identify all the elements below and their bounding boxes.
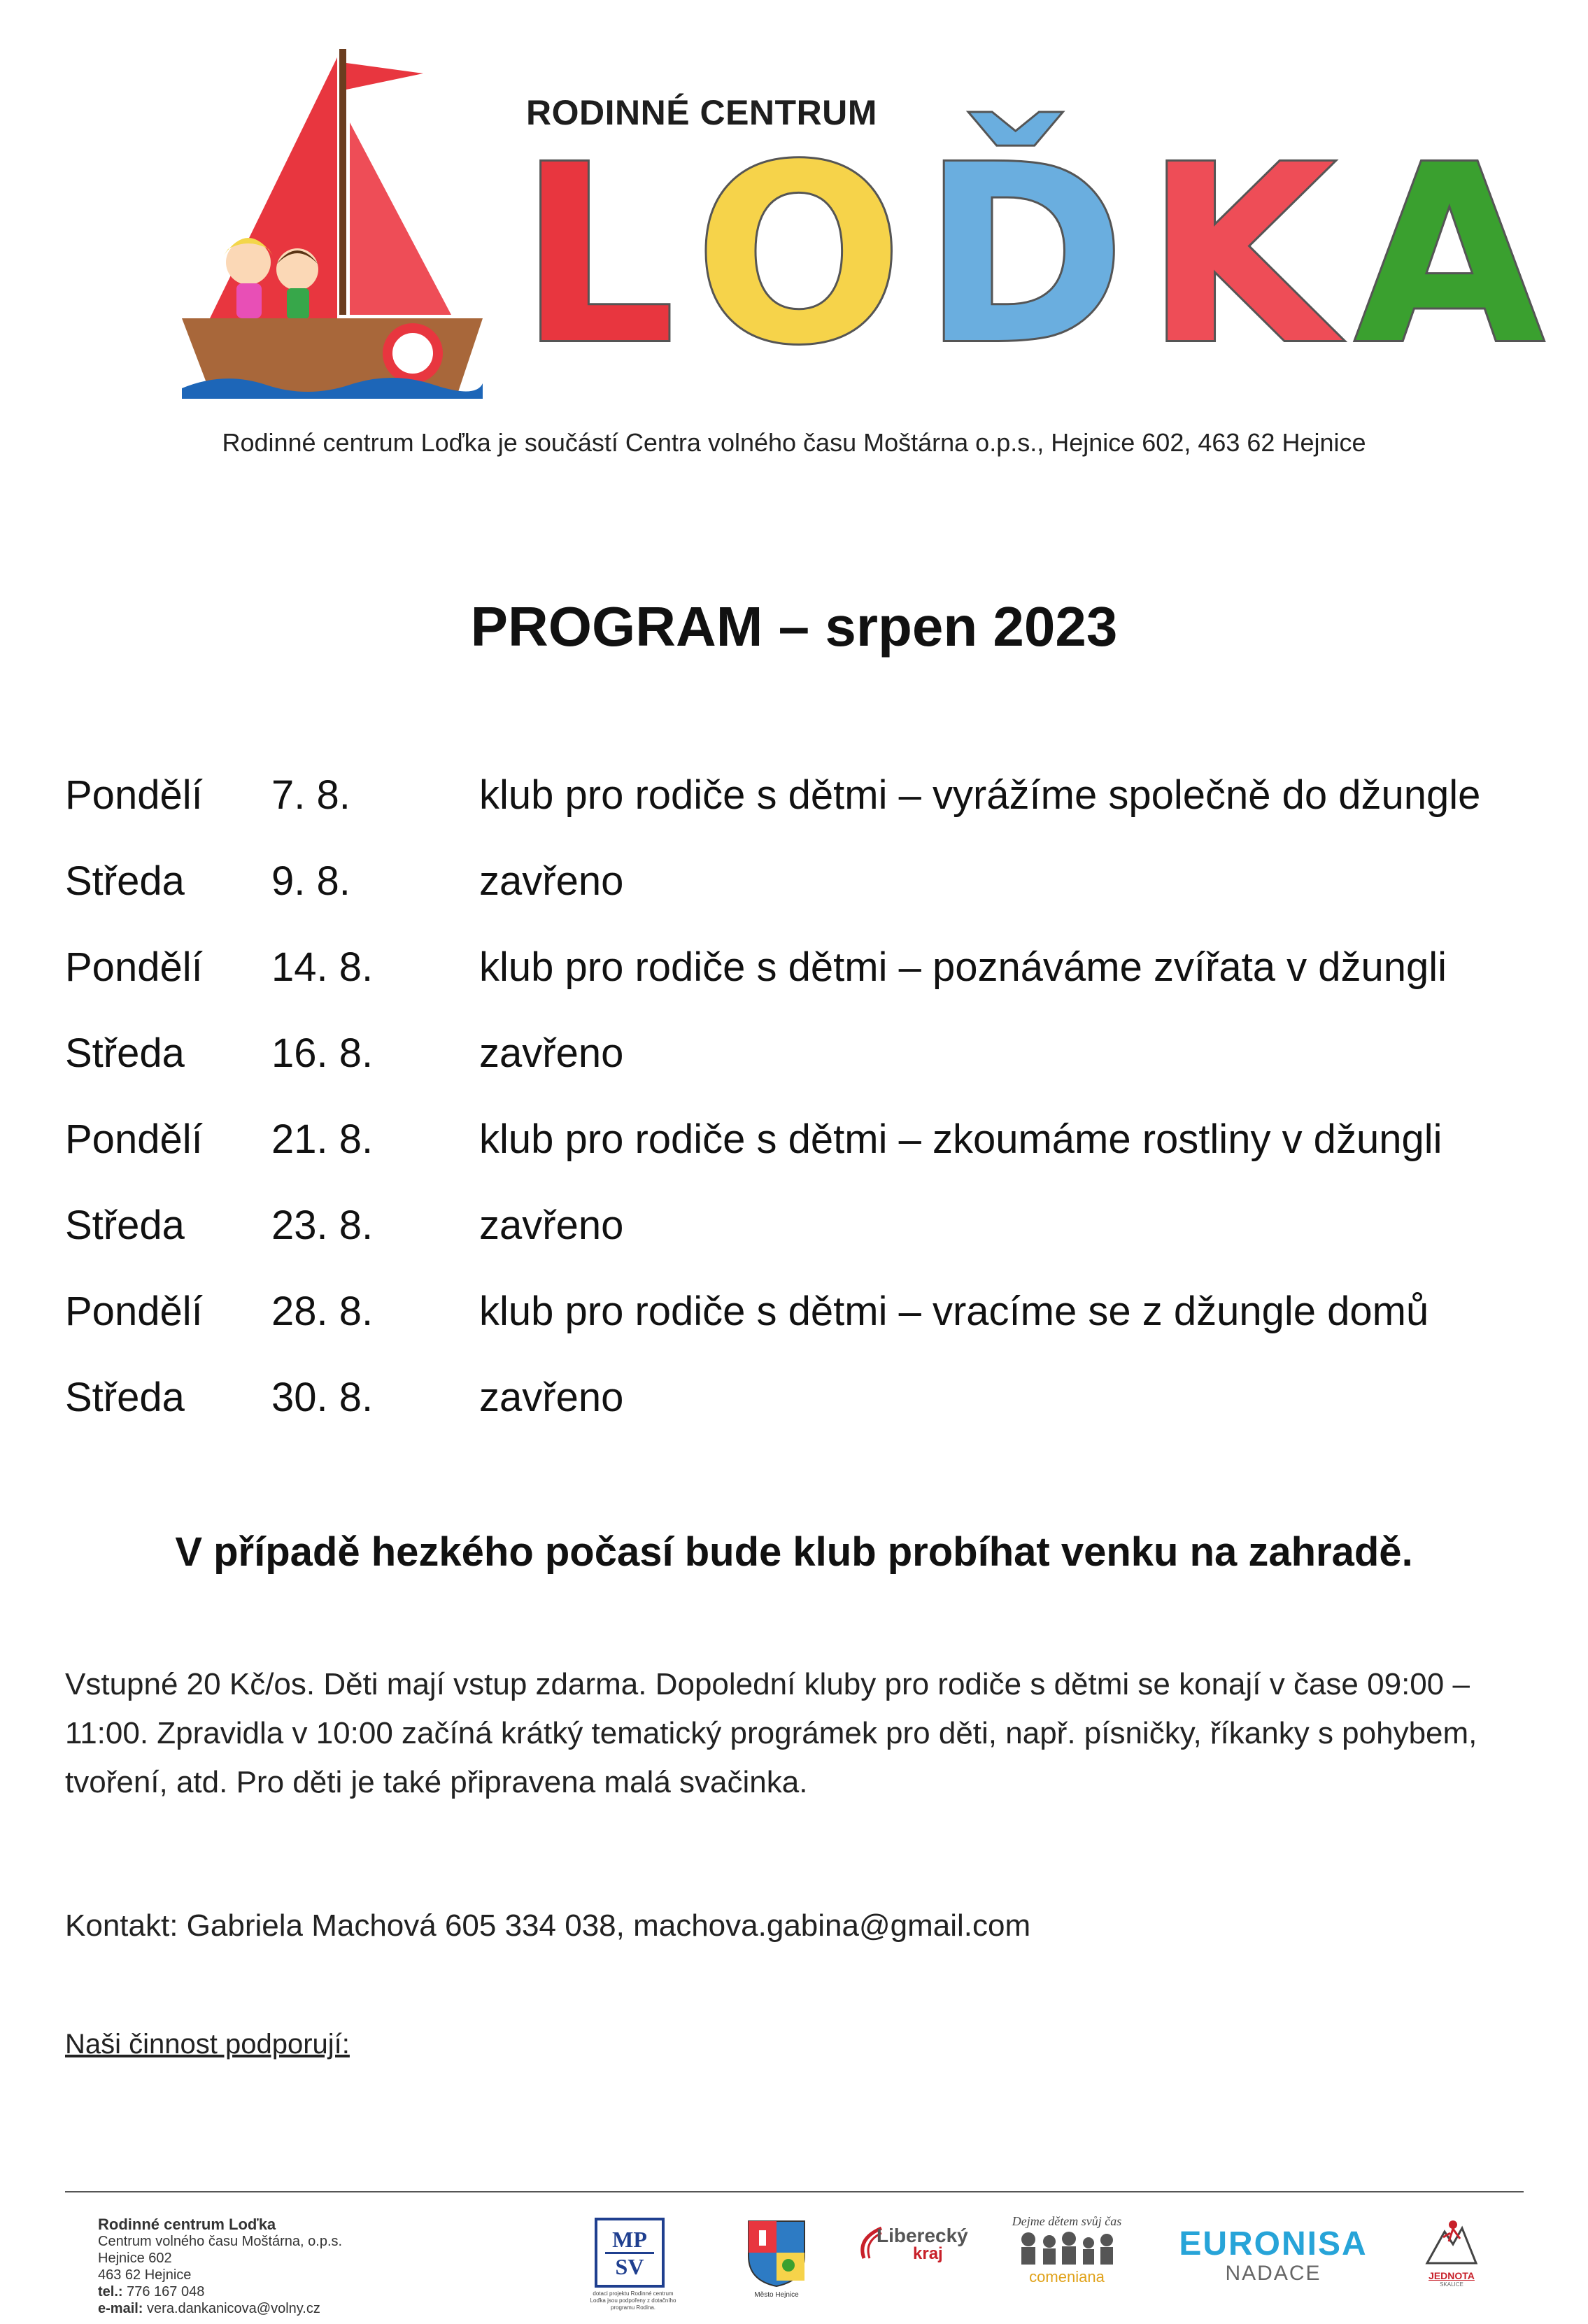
schedule-row xyxy=(65,1182,1562,1268)
schedule-date: 7. 8. xyxy=(271,772,350,818)
footer-org-name: Rodinné centrum Loďka xyxy=(98,2216,276,2233)
schedule-row xyxy=(65,838,1562,924)
hejnice-coat-of-arms xyxy=(738,2218,815,2299)
euronisa-name: EURONISA xyxy=(1179,2225,1368,2262)
brand-wordmark xyxy=(519,113,1564,398)
liberecky-line1: Liberecký xyxy=(877,2225,968,2246)
mountain-figure-icon xyxy=(1424,2218,1480,2267)
euronisa-logo xyxy=(1179,2227,1368,2286)
euronisa-sub: NADACE xyxy=(1225,2262,1321,2285)
schedule-date: 9. 8. xyxy=(271,858,350,904)
schedule-day: Středa xyxy=(65,1030,185,1076)
jednota-name: JEDNOTA xyxy=(1429,2270,1475,2281)
comeniana-arc-text: Dejme dětem svůj čas xyxy=(1012,2214,1122,2228)
weather-notice: V případě hezkého počasí bude klub probíhat venku na zahradě. xyxy=(175,1529,1413,1575)
schedule-date: 21. 8. xyxy=(271,1117,374,1162)
schedule-date: 16. 8. xyxy=(271,1030,374,1076)
schedule-day: Pondělí xyxy=(65,944,203,990)
family-figures-icon xyxy=(1007,2229,1126,2267)
jednota-logo xyxy=(1417,2218,1487,2288)
schedule-day: Středa xyxy=(65,1375,185,1420)
schedule-description: zavřeno xyxy=(479,1203,624,1248)
footer-email: vera.dankanicova@volny.cz xyxy=(147,2301,320,2316)
schedule-row xyxy=(65,1096,1562,1182)
mpsv-logo xyxy=(590,2218,676,2311)
jednota-sub: SKALICE xyxy=(1440,2281,1463,2288)
schedule-description: zavřeno xyxy=(479,858,624,904)
footer-org-line: Centrum volného času Moštárna, o.p.s. xyxy=(98,2234,343,2249)
support-heading: Naši činnost podporují: xyxy=(65,2029,350,2060)
schedule-description: klub pro rodiče s dětmi – poznáváme zvířata v džungli xyxy=(479,944,1447,990)
brand-letter: A xyxy=(1354,113,1545,398)
page-title: PROGRAM – srpen 2023 xyxy=(470,595,1118,658)
brand-letter: Ď xyxy=(922,113,1126,398)
coat-of-arms-icon xyxy=(745,2218,808,2288)
organization-line: Rodinné centrum Loďka je součástí Centra volného času Moštárna o.p.s., Hejnice 602, 463 62 Hejnice xyxy=(222,428,1366,457)
mpsv-top: MP xyxy=(612,2226,647,2252)
comeniana-name: comeniana xyxy=(1029,2268,1105,2286)
contact-line: Kontakt: Gabriela Machová 605 334 038, machova.gabina@gmail.com xyxy=(65,1908,1031,1943)
schedule-day: Pondělí xyxy=(65,1289,203,1334)
hejnice-caption: Město Hejnice xyxy=(754,2291,799,2299)
sailboat-logo-illustration xyxy=(182,42,483,399)
brand-letter: K xyxy=(1145,113,1335,398)
footer-org-line: Hejnice 602 xyxy=(98,2251,172,2266)
schedule-description: zavřeno xyxy=(479,1375,624,1420)
schedule-description: klub pro rodiče s dětmi – vyrážíme společně do džungle xyxy=(479,772,1481,818)
footer-email-label: e-mail: xyxy=(98,2301,143,2316)
schedule-date: 23. 8. xyxy=(271,1203,374,1248)
schedule-date: 14. 8. xyxy=(271,944,374,990)
liberecky-line2: kraj xyxy=(913,2244,943,2263)
schedule-date: 28. 8. xyxy=(271,1289,374,1334)
schedule-day: Pondělí xyxy=(65,1117,203,1162)
schedule-date: 30. 8. xyxy=(271,1375,374,1420)
schedule-row xyxy=(65,924,1562,1010)
brand-letter: L xyxy=(519,113,676,398)
mpsv-caption: dotaci projektu Rodinné centrum Loďka jsou podpořeny z dotačního programu Rodina. xyxy=(590,2290,676,2311)
footer-divider xyxy=(65,2191,1524,2192)
brand-letter: O xyxy=(695,113,903,398)
schedule-row xyxy=(65,752,1562,838)
footer-phone-label: tel.: xyxy=(98,2284,123,2300)
schedule-day: Pondělí xyxy=(65,772,203,818)
schedule-day: Středa xyxy=(65,858,185,904)
schedule-description: zavřeno xyxy=(479,1030,624,1076)
schedule-description: klub pro rodiče s dětmi – zkoumáme rostliny v džungli xyxy=(479,1117,1442,1162)
schedule-description: klub pro rodiče s dětmi – vracíme se z džungle domů xyxy=(479,1289,1429,1334)
mpsv-bottom: SV xyxy=(605,2252,654,2279)
comeniana-logo xyxy=(1007,2214,1126,2298)
info-paragraph: Vstupné 20 Kč/os. Děti mají vstup zdarma. Dopolední kluby pro rodiče s dětmi se konají v čase 09:00 – 11:00. Zpravidla v 10:00 začíná krátký tematický prográmek pro děti, např. písničky, říkanky s pohybem, tvoření, atd. Pro děti je také připravena malá svačinka. xyxy=(65,1667,1477,1799)
schedule-day: Středa xyxy=(65,1203,185,1248)
footer-organization xyxy=(98,2216,342,2317)
footer-phone: 776 167 048 xyxy=(127,2284,205,2300)
schedule-row xyxy=(65,1268,1562,1354)
brand-subtitle: RODINNÉ CENTRUM xyxy=(526,93,877,132)
schedule-row xyxy=(65,1010,1562,1096)
schedule-row xyxy=(65,1354,1562,1440)
schedule-table xyxy=(65,752,1562,1440)
footer-org-line: 463 62 Hejnice xyxy=(98,2267,192,2283)
